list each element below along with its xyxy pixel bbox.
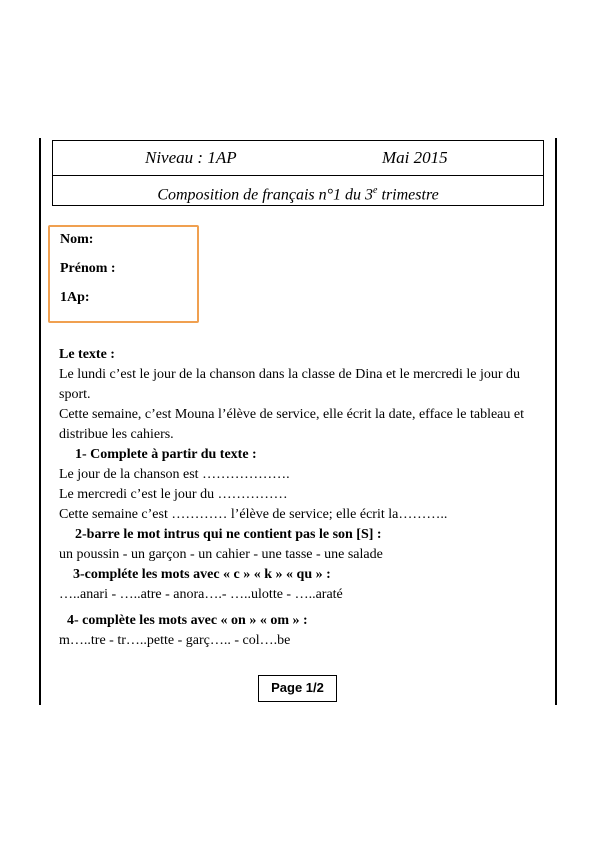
exam-title-end: trimestre — [377, 186, 439, 204]
class-label: 1Ap: — [60, 290, 90, 305]
question-1-line: Le jour de la chanson est ………………. — [59, 467, 290, 482]
text-paragraph-2: Cette semaine, c’est Mouna l’élève de service, elle écrit la date, efface le tableau et distribue les cahiers. — [59, 407, 524, 442]
level-label: Niveau : 1AP — [145, 148, 237, 167]
exam-title-main: Composition de français n°1 du 3 — [157, 186, 374, 204]
question-1-line: Le mercredi c’est le jour du …………… — [59, 487, 288, 502]
page-number-box: Page 1/2 — [258, 675, 337, 702]
right-margin-line — [555, 138, 557, 705]
question-1-title: 1- Complete à partir du texte : — [75, 447, 257, 462]
header-row-level-date — [53, 141, 543, 176]
text-heading: Le texte : — [59, 347, 115, 362]
student-info-box — [48, 225, 199, 323]
left-margin-line — [39, 138, 41, 705]
question-2-title: 2-barre le mot intrus qui ne contient pas le son [S] : — [75, 527, 382, 542]
exam-content — [59, 345, 539, 651]
text-paragraph-1: Le lundi c’est le jour de la chanson dans la classe de Dina et le mercredi le jour du sport. — [59, 367, 521, 402]
question-4-title: 4- complète les mots avec « on » « om » : — [67, 613, 308, 628]
exam-title — [53, 176, 543, 206]
exam-header — [52, 140, 544, 206]
prenom-label: Prénom : — [60, 261, 116, 276]
exam-title-sup: e — [373, 185, 378, 196]
question-2-line: un poussin - un garçon - un cahier - une tasse - une salade — [59, 547, 383, 562]
question-3-title: 3-compléte les mots avec « c » « k » « qu » : — [73, 567, 331, 582]
question-3-line: …..anari - …..atre - anora….- …..ulotte - …..araté — [59, 587, 343, 602]
nom-label: Nom: — [60, 232, 94, 247]
question-4-line: m…..tre - tr…..pette - garç….. - col….be — [59, 633, 291, 648]
question-1-line: Cette semaine c’est ………… l’élève de service; elle écrit la……….. — [59, 507, 448, 522]
exam-date: Mai 2015 — [382, 148, 448, 167]
